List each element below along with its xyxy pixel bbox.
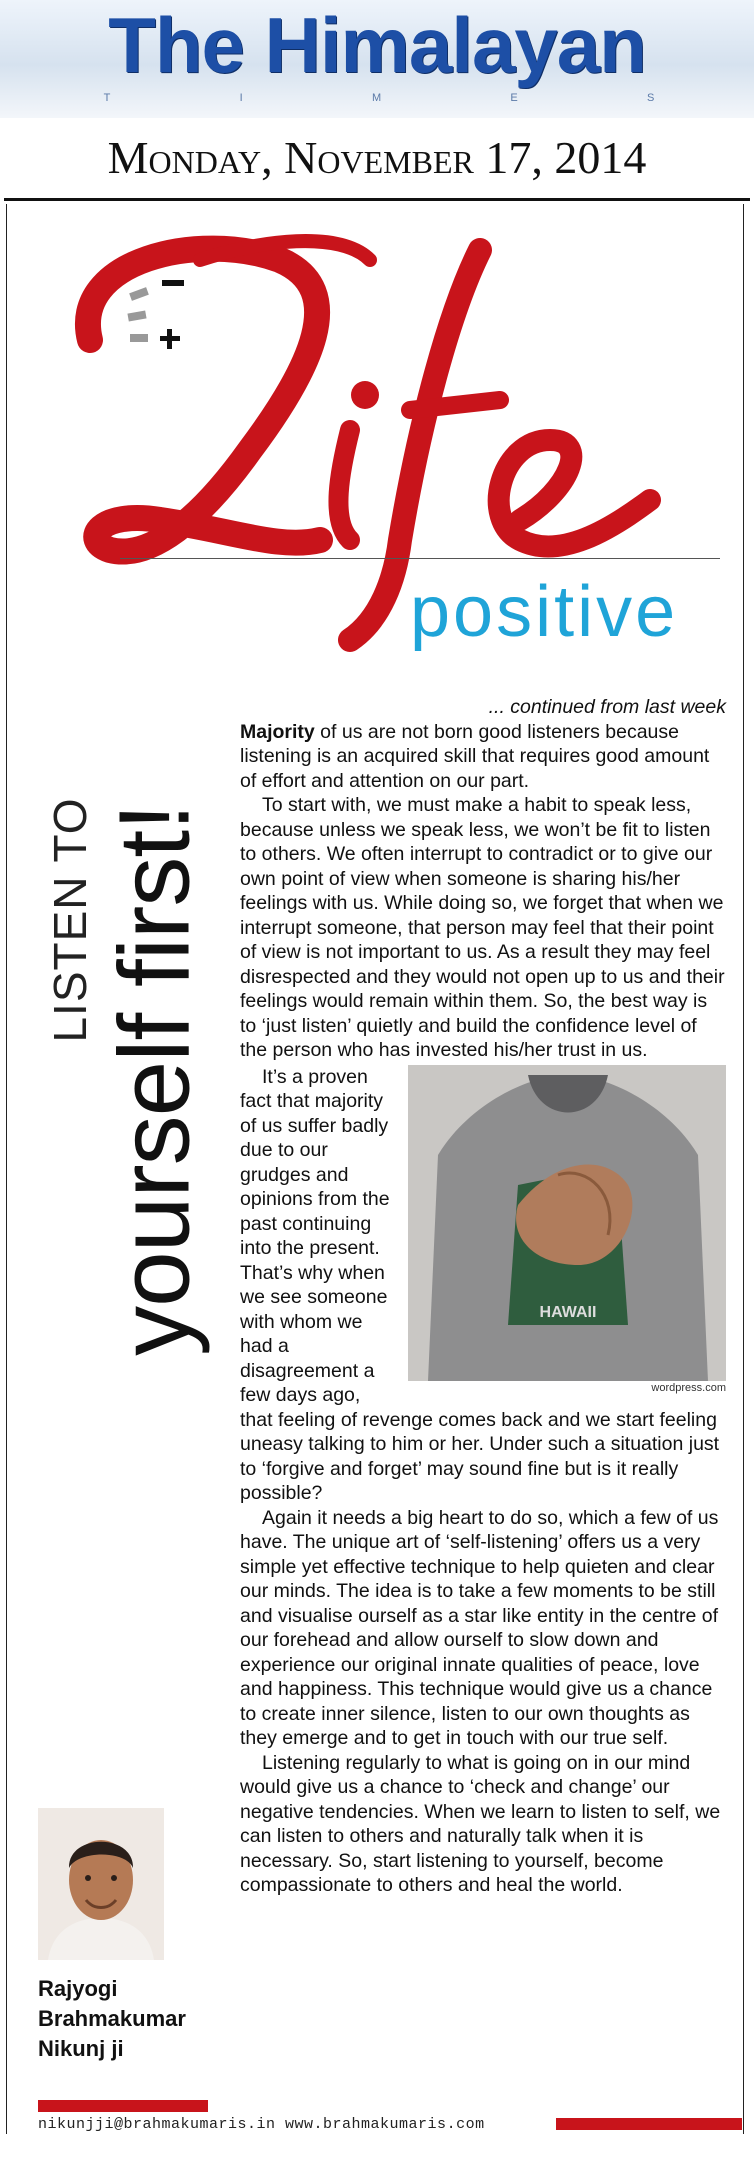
subtitle-letter: S — [647, 92, 657, 104]
newspaper-subtitle — [40, 92, 720, 104]
subtitle-letter: T — [103, 92, 113, 104]
article-body — [240, 695, 726, 1898]
shirt-text: HAWAII — [539, 1303, 597, 1321]
paragraph: To start with, we must make a habit to speak less, because unless we speak less, we won’t be fit to listen to others. We often interrupt to contradict or to give our own point of view when someone is sharing his/her feelings with us. While doing so, we forget that when we interrupt someone, that person may feel that their point of view is not important to us. As a result they may feel disrespected and they would not open up to us and their feelings would remain within them. So, the best way is to ‘just listen’ quietly and build the confidence level of the person who has invested his/her trust in us. — [240, 794, 725, 1061]
paragraph: It’s a proven fact that majority of us suffer badly due to our grudges and opinions from the past continuing into the present. That’s why when we see someone with whom we had a disagreement a few days ago, that feeling of revenge comes back and we start feeling uneasy talking to him or her. Under such a situation just to ‘forgive and forget’ may sound fine but is it really possible? — [240, 1065, 720, 1504]
divider — [4, 198, 750, 201]
section-subtitle: positive — [410, 572, 679, 652]
headline-line-1: LISTEN TO — [44, 797, 96, 1043]
paragraph: Listening regularly to what is going on in our mind would give us a chance to ‘check and change’ our negative tendencies. When we learn to listen to self, we can listen to others and naturally talk when it is necessary. So, start listening to yourself, become compassionate to others and heal the world. — [240, 1751, 721, 1896]
subtitle-letter: M — [371, 92, 384, 104]
article-photo-block — [408, 1065, 726, 1395]
newspaper-name: The Himalayan — [108, 1, 646, 89]
headline — [30, 690, 210, 1470]
paragraph: Majority of us are not born good listeners because listening is an acquired skill that requires good amount of effort and attention on our part. — [240, 720, 710, 792]
accent-bar — [556, 2118, 742, 2130]
masthead — [0, 0, 754, 118]
contact-line: nikunjji@brahmakumaris.in www.brahmakumaris.com — [38, 2116, 485, 2133]
accent-bar — [38, 2100, 208, 2112]
author-name: Rajyogi Brahmakumar Nikunj ji — [38, 1976, 186, 2061]
paragraph: Again it needs a big heart to do so, which a few of us have. The unique art of ‘self-listening’ offers us a very simple yet effective technique to help quieten and clear our minds. The idea is to take a few moments to be still and visualise ourself as a star like entity in the centre of our forehead and allow ourself to slow down and experience our original innate qualities of peace, love and happiness. This technique would give us a chance to create inner silence, listen to our own thoughts as they emerge and to get in touch with our true self. — [240, 1506, 719, 1749]
dial-icon — [127, 280, 184, 349]
lead-word: Majority — [240, 720, 315, 743]
continued-note: ... continued from last week — [488, 696, 726, 718]
subtitle-letter: I — [239, 92, 245, 104]
divider — [120, 558, 720, 559]
issue-date: Monday, November 17, 2014 — [107, 132, 647, 183]
photo-credit: wordpress.com — [651, 1381, 726, 1394]
author-avatar — [38, 1808, 164, 1960]
article-photo — [408, 1065, 726, 1381]
subtitle-letter: E — [510, 92, 520, 104]
headline-line-2: yourself first! — [98, 804, 211, 1356]
